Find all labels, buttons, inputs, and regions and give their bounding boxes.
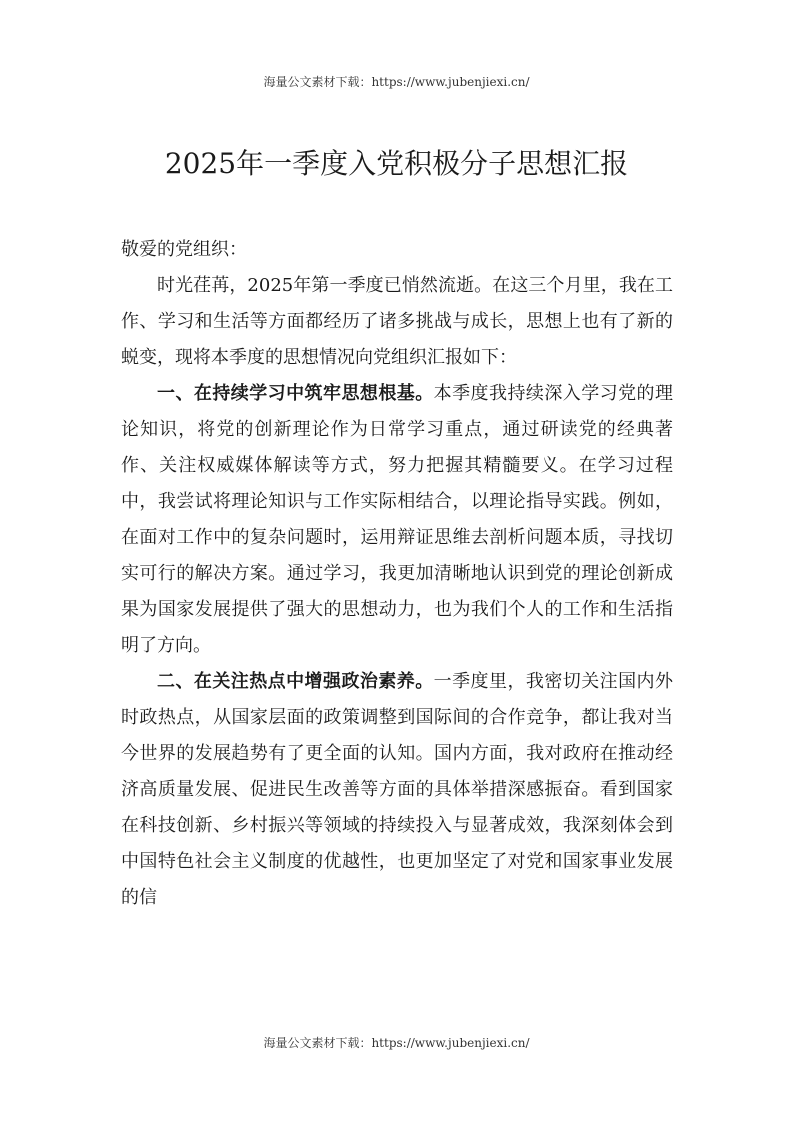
paragraph-section-1 [121, 376, 673, 664]
document-body [121, 232, 673, 916]
paragraph-text: 本季度我持续深入学习党的理论知识，将党的创新理论作为日常学习重点，通过研读党的经典著作、关注权威媒体解读等方式，努力把握其精髓要义。在学习过程中，我尝试将理论知识与工作实际相结合，以理论指导实践。例如，在面对工作中的复杂问题时，运用辩证思维去剖析问题本质，寻找切实可行的解决方案。通过学习，我更加清晰地认识到党的理论创新成果为国家发展提供了强大的思想动力，也为我们个人的工作和生活指明了方向。 [121, 383, 674, 656]
page-footer: 海量公文素材下载：https://www.jubenjiexi.cn/ [263, 1036, 530, 1050]
page-header: 海量公文素材下载：https://www.jubenjiexi.cn/ [263, 75, 530, 89]
salutation: 敬爱的党组织： [121, 239, 247, 260]
section-heading-1: 一、在持续学习中筑牢思想根基。 [157, 383, 434, 404]
paragraph-section-2 [121, 664, 673, 916]
paragraph-text: 一季度里，我密切关注国内外时政热点，从国家层面的政策调整到国际间的合作竞争，都让我对当今世界的发展趋势有了更全面的认知。国内方面，我对政府在推动经济高质量发展、促进民生改善等方面的具体举措深感振奋。看到国家在科技创新、乡村振兴等领域的持续投入与显著成效，我深刻体会到中国特色社会主义制度的优越性，也更加坚定了对党和国家事业发展的信 [121, 671, 674, 908]
section-heading-2: 二、在关注热点中增强政治素养。 [157, 671, 434, 692]
paragraph-intro [121, 268, 673, 376]
paragraph-text: 时光荏苒，2025年第一季度已悄然流逝。在这三个月里，我在工作、学习和生活等方面都经历了诸多挑战与成长，思想上也有了新的蜕变，现将本季度的思想情况向党组织汇报如下： [121, 275, 673, 368]
document-title: 2025年一季度入党积极分子思想汇报 [164, 147, 629, 180]
